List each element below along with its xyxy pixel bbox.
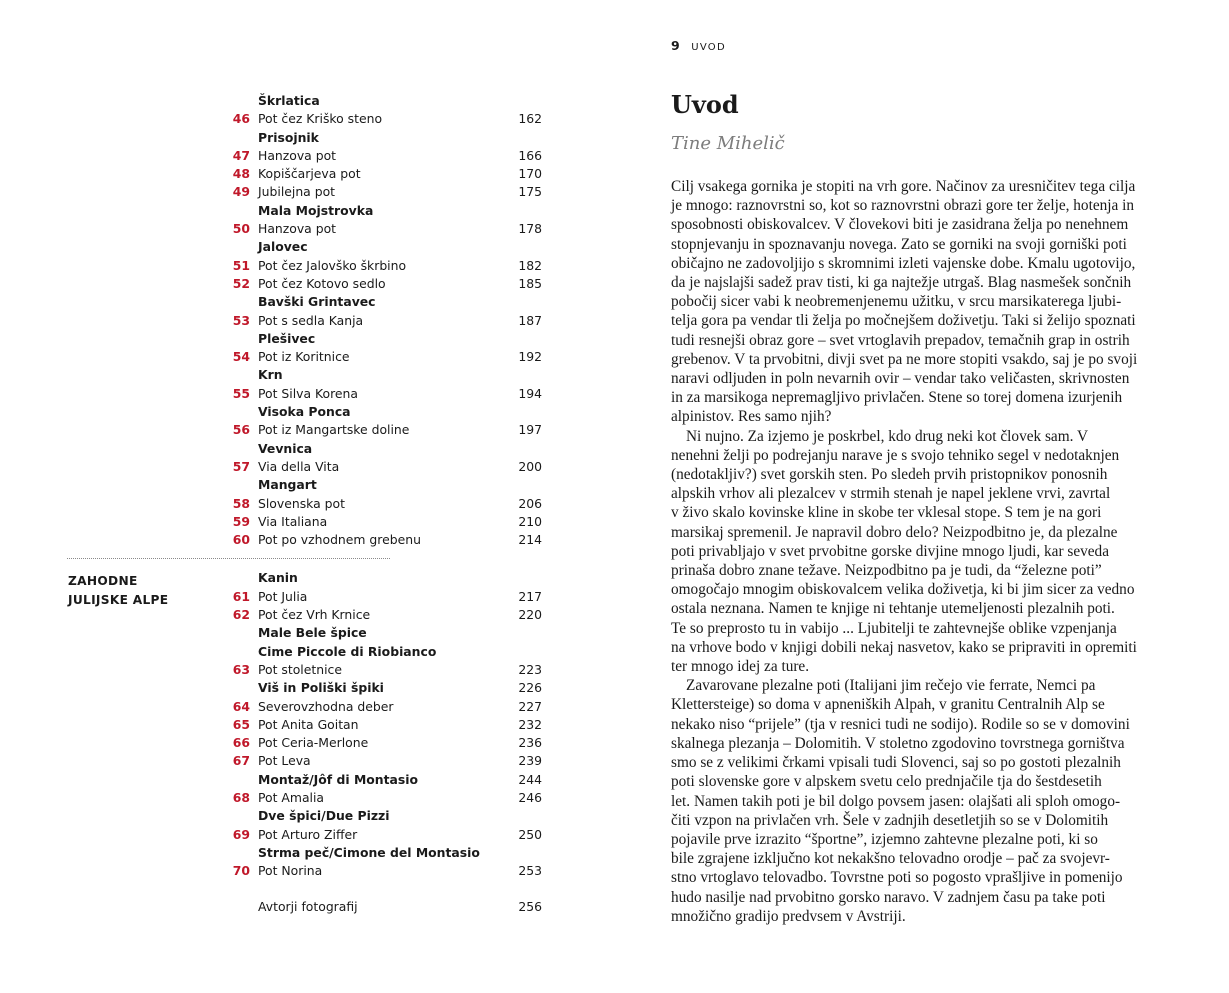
page-ref: 250 — [518, 826, 542, 842]
page-ref: 175 — [518, 184, 542, 200]
route-number: 59 — [232, 513, 250, 529]
page-ref: 170 — [518, 166, 542, 182]
toc-peak-heading — [0, 366, 614, 384]
route-title: Hanzova pot — [258, 221, 337, 237]
text-line: Zavarovane plezalne poti (Italijani jim rečejo vie ferrate, Nemci pa — [686, 677, 1096, 695]
text-line: da je najslajši sadež prav tisti, ki ga najtežje utrgaš. Blag nasmešek sončnih — [671, 274, 1132, 292]
route-title: Pot čez Kriško steno — [258, 111, 383, 127]
route-number: 56 — [232, 422, 250, 438]
peak-name: Cime Piccole di Riobianco — [258, 643, 437, 659]
route-number: 57 — [232, 458, 250, 474]
left-page — [0, 0, 614, 993]
toc-peak-heading — [0, 403, 614, 421]
text-line: naravi odljuden in poln nevarnih ovir – vendar tako veličasten, skrivnosten — [671, 370, 1130, 388]
region-label-line: JULIJSKE ALPE — [68, 592, 169, 607]
route-title: Slovenska pot — [258, 495, 345, 511]
route-number: 52 — [232, 275, 250, 291]
toc-entry — [0, 312, 614, 330]
toc-entry — [0, 698, 614, 716]
route-number: 61 — [232, 588, 250, 604]
peak-name: Mangart — [258, 477, 317, 493]
peak-name: Strma peč/Cimone del Montasio — [258, 844, 480, 860]
right-page — [614, 0, 1229, 993]
route-number: 46 — [232, 111, 250, 127]
route-number: 67 — [232, 753, 250, 769]
route-number: 66 — [232, 735, 250, 751]
route-title: Pot Amalia — [258, 789, 325, 805]
text-line: in za marsikoga nepremagljivo privlačen. Stene so torej domena izurjenih — [671, 389, 1123, 407]
route-number: 51 — [232, 257, 250, 273]
route-title: Hanzova pot — [258, 147, 337, 163]
route-number: 55 — [232, 385, 250, 401]
toc-entry — [0, 898, 614, 916]
page-ref: 206 — [518, 495, 542, 511]
toc-peak-heading — [0, 129, 614, 147]
peak-name: Jalovec — [258, 239, 308, 255]
route-title: Pot čez Kotovo sedlo — [258, 275, 386, 291]
text-line: čiti vzpon na privlačen vrh. Šele v zadnjih desetletjih so se v Dolomitih — [671, 811, 1109, 829]
text-line: tudi resnejši obraz gore – svet vrtoglavih prepadov, temačnih grap in ostrih — [671, 331, 1130, 349]
text-line: bile zgrajene izključno kot nekakšno telovadno orodje – pač za svojevr- — [671, 850, 1110, 868]
route-title: Via Italiana — [258, 513, 328, 529]
text-line: nenehni želji po podrejanju narave je s svojo tehniko segel v nedotaknjen — [671, 446, 1120, 464]
peak-name: Dve špici/Due Pizzi — [258, 808, 390, 824]
text-line: hudo nasilje nad prvobitno gorsko naravo. V zadnjem času pa take poti — [671, 888, 1106, 906]
peak-name: Mala Mojstrovka — [258, 202, 374, 218]
route-number: 54 — [232, 349, 250, 365]
toc-entry — [0, 147, 614, 165]
page-ref: 210 — [518, 513, 542, 529]
page-ref: 182 — [518, 257, 542, 273]
text-line: prinaša dobro znane težave. Neizpodbitno pa je tudi, da “železne poti” — [671, 562, 1102, 580]
page-ref: 232 — [518, 716, 542, 732]
route-title: Pot Leva — [258, 753, 311, 769]
route-title: Pot iz Koritnice — [258, 349, 350, 365]
route-title: Kopiščarjeva pot — [258, 166, 361, 182]
toc-entry — [0, 257, 614, 275]
toc-peak-heading — [0, 330, 614, 348]
route-title: Pot Norina — [258, 863, 323, 879]
chapter-author: Tine Mihelič — [671, 133, 785, 154]
text-line: običajno ne zadovoljijo s skromnimi izleti vajenske dobe. Kmalu ugotovijo, — [671, 254, 1136, 272]
route-title: Pot čez Jalovško škrbino — [258, 257, 407, 273]
page-ref: 192 — [518, 349, 542, 365]
route-number: 53 — [232, 312, 250, 328]
toc-peak-heading — [0, 624, 614, 642]
toc-entry — [0, 826, 614, 844]
route-number: 49 — [232, 184, 250, 200]
toc-peak-heading — [0, 771, 614, 789]
route-title: Jubilejna pot — [258, 184, 336, 200]
region-label-line: ZAHODNE — [68, 574, 138, 588]
route-number: 68 — [232, 789, 250, 805]
page-ref: 166 — [518, 147, 542, 163]
text-line: v živo skalo kovinske kline in skobe ter vklesal stope. S tem je na gori — [671, 504, 1102, 522]
running-header — [671, 38, 726, 53]
text-line: ter mnogo idej za ture. — [671, 658, 810, 676]
page-ref: 236 — [518, 735, 542, 751]
region-label — [68, 572, 168, 609]
toc-peak-heading — [0, 293, 614, 311]
peak-name: Male Bele špice — [258, 625, 367, 641]
toc-entry — [0, 421, 614, 439]
route-title: Pot Arturo Ziffer — [258, 826, 358, 842]
peak-name: Montaž/Jôf di Montasio — [258, 771, 419, 787]
text-line: stopnjevanju in spoznavanju novega. Zato se gorniki na svoji gorniški poti — [671, 235, 1127, 253]
text-line: grebenov. V ta prvobitni, divji svet pa ne more stopiti vsakdo, saj je po svoji — [671, 350, 1138, 368]
text-line: na vrhove bodo v knjigi dobili nekaj nasvetov, kako se pripraviti in opremiti — [671, 638, 1137, 656]
page-ref: 227 — [518, 698, 542, 714]
text-line: alpskih vrhov ali plezalcev v strmih stenah je napel jeklene vrvi, zavrtal — [671, 485, 1111, 503]
text-line: pojavile prve izrazito “športne”, izjemno zahtevne plezalne poti, ki so — [671, 830, 1098, 848]
page-ref: 217 — [518, 588, 542, 604]
route-number: 62 — [232, 607, 250, 623]
route-number: 47 — [232, 147, 250, 163]
page-ref: 244 — [518, 771, 542, 787]
peak-name: Bavški Grintavec — [258, 294, 376, 310]
route-number: 60 — [232, 532, 250, 548]
page-ref: 256 — [518, 899, 542, 915]
toc-entry — [0, 183, 614, 201]
toc-peak-heading — [0, 476, 614, 494]
page-ref: 200 — [518, 458, 542, 474]
toc-entry — [0, 110, 614, 128]
toc-entry — [0, 275, 614, 293]
peak-name: Kanin — [258, 570, 298, 586]
toc-entry — [0, 458, 614, 476]
toc-entry — [0, 513, 614, 531]
text-line: Te so preprosto tu in vabijo ... Ljubitelji te zahtevnejše oblike vzpenjanja — [671, 619, 1117, 637]
text-line: let. Namen takih poti je bil dolgo povsem jasen: olajšati ali sploh omogo- — [671, 792, 1121, 810]
toc-entry — [0, 385, 614, 403]
route-title: Via della Vita — [258, 458, 340, 474]
route-title: Severovzhodna deber — [258, 698, 394, 714]
text-line: poti slovenske gore v alpskem svetu celo prednjačile tja do šestdesetih — [671, 773, 1102, 791]
chapter-title: Uvod — [671, 90, 739, 119]
route-title: Pot Julia — [258, 588, 308, 604]
text-line: omogočajo mnogim obiskovalcem velika doživetja, ki bi jim sicer za vedno — [671, 581, 1135, 599]
toc-entry — [0, 716, 614, 734]
page-ref: 214 — [518, 532, 542, 548]
page-ref: 187 — [518, 312, 542, 328]
peak-name: Škrlatica — [258, 93, 320, 108]
peak-name: Krn — [258, 367, 283, 383]
text-line: marsikaj spremenil. Je napravil dobro delo? Neizpodbitno je, da plezalne — [671, 523, 1118, 541]
page-ref: 162 — [518, 111, 542, 127]
route-title: Pot iz Mangartske doline — [258, 422, 410, 438]
toc-peak-heading — [0, 807, 614, 825]
toc-peak-heading — [0, 844, 614, 862]
route-title: Pot Silva Korena — [258, 385, 359, 401]
page-ref: 226 — [518, 680, 542, 696]
route-number: 50 — [232, 221, 250, 237]
page-ref: 194 — [518, 385, 542, 401]
toc-peak-heading — [0, 440, 614, 458]
page-number: 9 — [671, 38, 680, 53]
toc-entry — [0, 495, 614, 513]
page-ref: 246 — [518, 789, 542, 805]
text-line: Ni nujno. Za izjemo je poskrbel, kdo drug neki kot človek sam. V — [686, 427, 1089, 445]
page-ref: 178 — [518, 221, 542, 237]
peak-name: Plešivec — [258, 330, 316, 346]
toc-peak-heading — [0, 92, 614, 110]
peak-name: Vevnica — [258, 440, 313, 456]
body-text — [671, 177, 1161, 926]
text-line: Klettersteige) so doma v apneniških Alpah, v granitu Centralnih Alp se — [671, 696, 1105, 714]
route-title: Pot stoletnice — [258, 661, 342, 677]
divider — [67, 558, 390, 559]
toc-entry — [0, 531, 614, 549]
route-title: Pot čez Vrh Krnice — [258, 607, 371, 623]
route-number: 63 — [232, 661, 250, 677]
toc-entry — [0, 661, 614, 679]
route-number: 64 — [232, 698, 250, 714]
text-line: skalnega plezanja – Dolomitih. V stoletno zgodovino tovrstnega gorništva — [671, 734, 1125, 752]
peak-name: Visoka Ponca — [258, 404, 351, 420]
route-title: Pot po vzhodnem grebenu — [258, 532, 421, 548]
text-line: Cilj vsakega gornika je stopiti na vrh gore. Načinov za uresničitev tega cilja — [671, 178, 1136, 195]
toc-separator — [0, 549, 614, 569]
toc-entry — [0, 348, 614, 366]
peak-name: Viš in Poliški špiki — [258, 680, 384, 696]
toc-entry — [0, 789, 614, 807]
toc-peak-heading — [0, 238, 614, 256]
text-line: telja gora pa vendar tli želja po močnejšem doživetju. Taki si želijo spoznati — [671, 312, 1136, 330]
page-ref: 220 — [518, 607, 542, 623]
route-number: 69 — [232, 826, 250, 842]
text-line: (nedotakljiv?) svet gorskih sten. Po sledeh prvih pristopnikov ponosnih — [671, 466, 1108, 484]
page-ref: 223 — [518, 661, 542, 677]
toc-spacer — [0, 880, 614, 898]
text-line: stno vrtoglavo telovadbo. Tovrstne poti so pogosto vprašljive in pomenijo — [671, 869, 1123, 887]
text-line: alpinistov. Res samo njih? — [671, 408, 832, 426]
text-line: ostala neznana. Namen te knjige ni tehtanje utemeljenosti plezalnih poti. — [671, 600, 1115, 618]
toc-entry — [0, 862, 614, 880]
toc-peak-heading — [0, 202, 614, 220]
route-title: Pot Anita Goitan — [258, 716, 359, 732]
text-line: smo se z velikimi črkami vpisali tudi Slovenci, saj so po gostoti plezalnih — [671, 754, 1121, 772]
text-line: množično gradijo predvsem v Avstriji. — [671, 907, 906, 925]
toc-entry — [0, 734, 614, 752]
text-line: sposobnosti obiskovalcev. V človekovi biti je zasidrana želja po nenehnem — [671, 216, 1129, 234]
route-number: 58 — [232, 495, 250, 511]
route-number: 70 — [232, 863, 250, 879]
page-ref: 197 — [518, 422, 542, 438]
route-title: Avtorji fotografij — [258, 899, 358, 915]
toc-entry — [0, 220, 614, 238]
toc-entry — [0, 165, 614, 183]
toc-peak-heading — [0, 643, 614, 661]
text-line: nekako niso “prijele” (tja v resnici tudi ne sodijo). Rodile so se v domovini — [671, 715, 1130, 733]
peak-name: Prisojnik — [258, 129, 319, 145]
text-line: poti privabljajo v svet prvobitne gorske divjine mnogo ljudi, kar seveda — [671, 542, 1110, 560]
page-ref: 185 — [518, 275, 542, 291]
toc-peak-heading — [0, 679, 614, 697]
route-number: 65 — [232, 716, 250, 732]
table-of-contents — [0, 92, 614, 917]
text-line: pobočij sicer vabi k neobremenjenemu užitku, v srcu marsikaterega ljubi- — [671, 293, 1122, 311]
toc-entry — [0, 752, 614, 770]
page-ref: 239 — [518, 753, 542, 769]
text-line: je mnogo: raznovrstni so, kot so raznovrstni obrazi gore ter želje, hotenja in — [671, 197, 1135, 215]
route-title: Pot s sedla Kanja — [258, 312, 364, 328]
page-ref: 253 — [518, 863, 542, 879]
route-title: Pot Ceria-Merlone — [258, 735, 369, 751]
running-head-title: UVOD — [691, 42, 726, 53]
route-number: 48 — [232, 166, 250, 182]
